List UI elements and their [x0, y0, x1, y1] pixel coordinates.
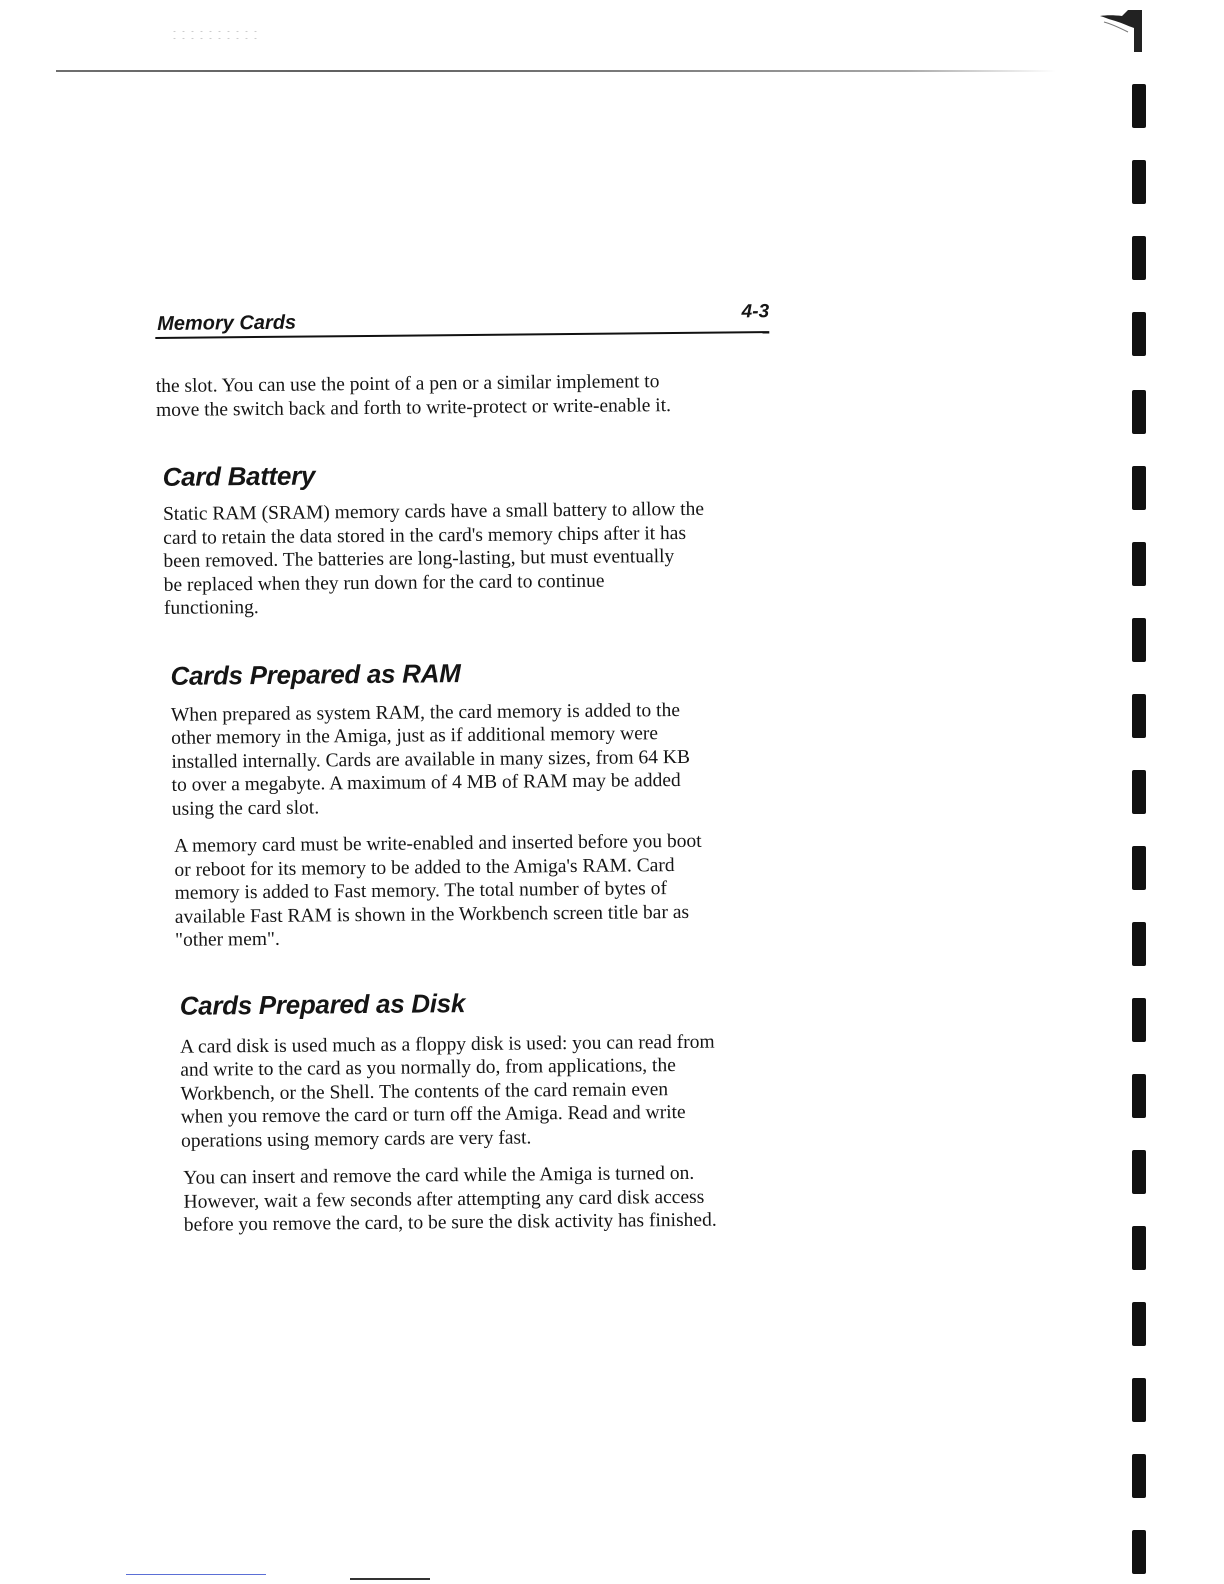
binding-mark: [1132, 1378, 1146, 1422]
binding-mark: [1132, 1226, 1146, 1270]
binding-mark: [1132, 922, 1146, 966]
binding-mark: [1132, 1530, 1146, 1574]
scan-bottom-mark: [350, 1578, 430, 1580]
binding-mark: [1132, 312, 1146, 356]
binding-mark: [1132, 998, 1146, 1042]
binding-mark: [1132, 1302, 1146, 1346]
binding-mark: [1132, 160, 1146, 204]
running-header: [155, 299, 769, 339]
intro-paragraph: the slot. You can use the point of a pen or a similar implement to move the switch back and forth to write-protect or write-enable it.: [155, 371, 672, 421]
binding-mark: [1132, 1074, 1146, 1118]
document-page: [155, 299, 804, 1238]
binding-mark: [1132, 390, 1146, 434]
section-heading-card-battery: Card Battery: [162, 460, 316, 492]
binding-mark: [1132, 846, 1146, 890]
binding-mark: [1132, 618, 1146, 662]
binding-mark: [1132, 1454, 1146, 1498]
binding-marks: [1132, 0, 1148, 1584]
section-heading-cards-as-ram: Cards Prepared as RAM: [170, 657, 461, 691]
binding-mark: [1132, 84, 1146, 128]
cards-as-disk-paragraph-1: A card disk is used much as a floppy disk is used: you can read from and write to the card as you normally do, from applications, the Workbench, or the Shell. The contents of the card remain even when you remove the card or turn off the Amiga. Read and write operations using memory cards are very fast.: [180, 1031, 715, 1152]
binding-mark: [1132, 770, 1146, 814]
scan-top-line: [56, 70, 1056, 72]
cards-as-disk-paragraph-2: You can insert and remove the card while the Amiga is turned on. However, wait a few seconds after attempting any card disk access before you remove the card, to be sure the disk activity has finished.: [183, 1162, 717, 1236]
binding-mark: [1132, 542, 1146, 586]
card-battery-paragraph: Static RAM (SRAM) memory cards have a small battery to allow the card to retain the data stored in the card's memory chips after it has been removed. The batteries are long-lasting, but must eventually be replaced when they run down for the card to continue functioning.: [162, 498, 705, 619]
binding-mark: [1132, 466, 1146, 510]
binding-mark: [1132, 1150, 1146, 1194]
running-title: Memory Cards: [157, 311, 297, 335]
page-number: 4-3: [741, 301, 770, 323]
scan-noise: [170, 28, 260, 42]
binding-mark: [1132, 236, 1146, 280]
scan-bottom-line: [126, 1574, 266, 1575]
binding-mark: [1132, 694, 1146, 738]
section-heading-cards-as-disk: Cards Prepared as Disk: [179, 987, 466, 1021]
cards-as-ram-paragraph-2: A memory card must be write-enabled and inserted before you boot or reboot for its memory to be added to the Amiga's RAM. Card memory is added to Fast memory. The total number of bytes of available Fast RAM is shown in the Workbench screen title bar as "other mem".: [174, 830, 702, 951]
cards-as-ram-paragraph-1: When prepared as system RAM, the card memory is added to the other memory in the Amiga, just as if additional memory were installed internally. Cards are available in many sizes, from 64 KB to over a megabyte. A maximum of 4 MB of RAM may be added using the card slot.: [170, 699, 691, 820]
